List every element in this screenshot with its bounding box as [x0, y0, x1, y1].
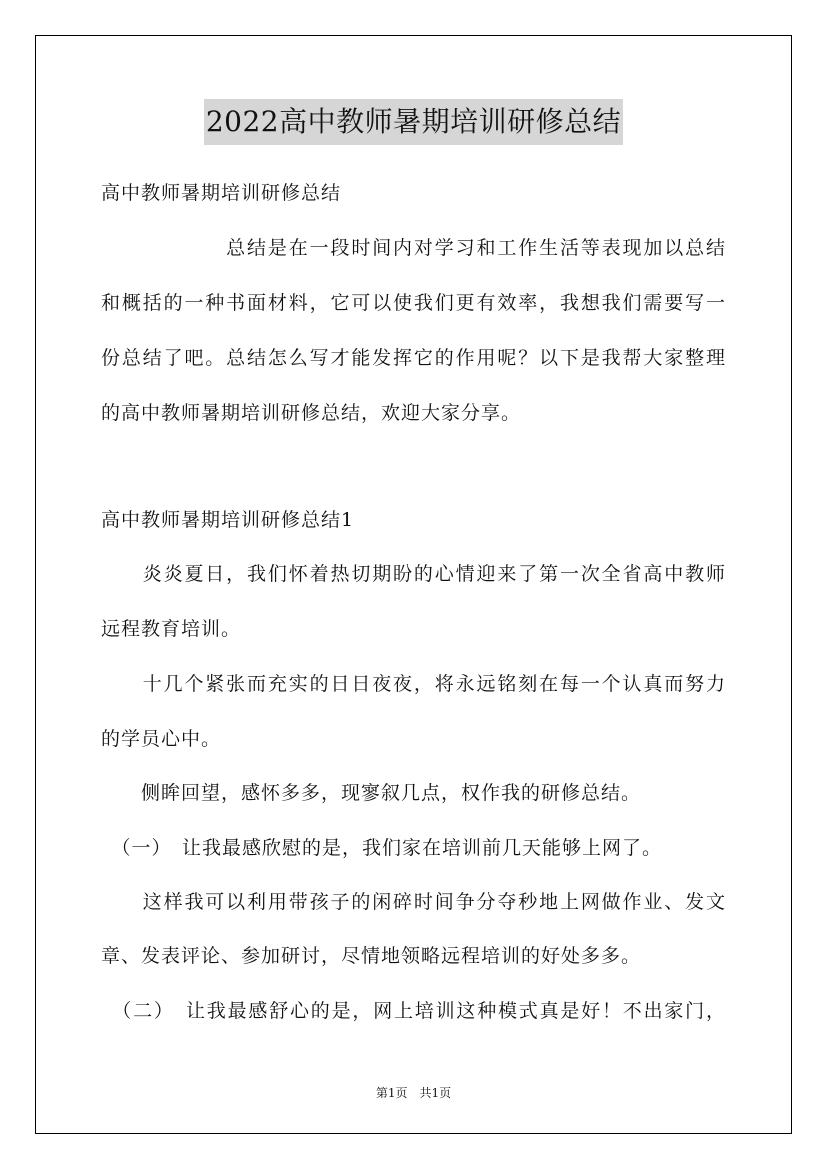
subtitle-line: 高中教师暑期培训研修总结 — [101, 182, 342, 204]
paragraph-line: 远程教育培训。 — [101, 618, 242, 640]
paragraph-line: （一） 让我最感欣慰的是，我们家在培训前几天能够上网了。 — [101, 837, 663, 859]
paragraph-line: 的学员心中。 — [101, 728, 222, 750]
paragraph-line: 十几个紧张而充实的日日夜夜，将永远铭刻在每一个认真而努力 — [101, 673, 726, 695]
document-title: 2022高中教师暑期培训研修总结 — [204, 99, 623, 145]
paragraph-line: 和概括的一种书面材料，它可以使我们更有效率，我想我们需要写一 — [101, 292, 726, 314]
paragraph-line: 侧眸回望，感怀多多，现寥叙几点，权作我的研修总结。 — [101, 782, 642, 804]
paragraph-line: （二） 让我最感舒心的是，网上培训这种模式真是好！不出家门， — [101, 1000, 726, 1022]
paragraph-line: 炎炎夏日，我们怀着热切期盼的心情迎来了第一次全省高中教师 — [101, 563, 726, 585]
section-heading: 高中教师暑期培训研修总结1 — [101, 509, 355, 531]
title-container — [0, 99, 827, 145]
page-footer: 第1页 共1页 — [375, 1086, 452, 1100]
paragraph-line: 这样我可以利用带孩子的闲碎时间争分夺秒地上网做作业、发文 — [101, 891, 726, 913]
paragraph-line: 份总结了吧。总结怎么写才能发挥它的作用呢？以下是我帮大家整理 — [101, 347, 726, 369]
paragraph-line: 章、发表评论、参加研讨，尽情地领略远程培训的好处多多。 — [101, 945, 642, 967]
paragraph-line: 的高中教师暑期培训研修总结，欢迎大家分享。 — [101, 402, 522, 424]
paragraph-line: 总结是在一段时间内对学习和工作生活等表现加以总结 — [101, 237, 726, 259]
